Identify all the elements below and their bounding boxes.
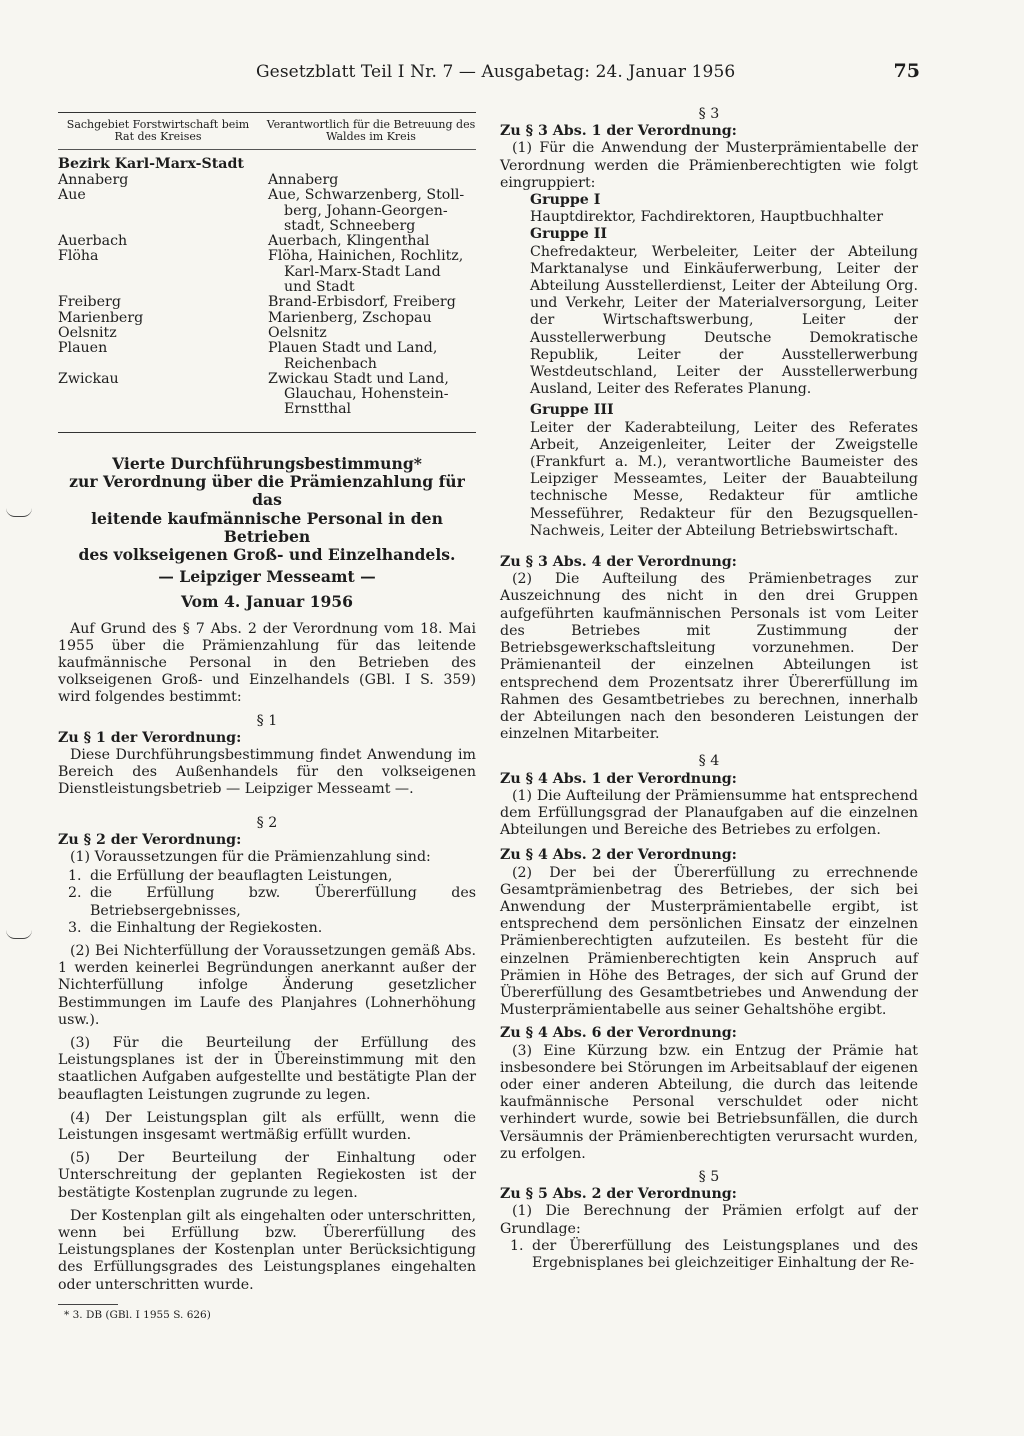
table-cell-district: Plauen: [58, 340, 108, 357]
table-cell-line: Oelsnitz: [268, 324, 327, 341]
list-item: [58, 920, 476, 937]
section-2-para-1: (1) Voraussetzungen für die Prämienzahlung sind:: [70, 848, 431, 865]
table-cell-line: stadt, Schneeberg: [284, 217, 416, 234]
table-cell-responsible: [268, 295, 476, 310]
table-cell-responsible: [268, 173, 476, 188]
table-cell-responsible: [268, 372, 476, 418]
table-cell-line: Karl-Marx-Stadt Land: [284, 263, 441, 280]
list-item-text: die Erfüllung der beauflagten Leistungen,: [90, 868, 393, 885]
intro-paragraph: Auf Grund des § 7 Abs. 2 der Verordnung vom 18. Mai 1955 über die Prämienzahlung für das leitende kaufmännische Personal in den Betrieben des volkseigenen Groß- und Einzelhandels (GBl. I S. 359) wird folgendes bestimmt:: [58, 620, 476, 706]
table-cell-responsible: [268, 326, 476, 341]
table-row: [58, 341, 476, 372]
page-number: 75: [893, 60, 920, 82]
table-cell-district: Annaberg: [58, 172, 129, 188]
list-item-text: der Übererfüllung des Leistungsplanes und des Ergebnisplanes bei gleichzeitiger Einhaltung der Re-: [532, 1237, 918, 1271]
footnote-rule: [58, 1304, 118, 1305]
table-row: [58, 295, 476, 310]
footnote: * 3. DB (GBl. I 1955 S. 626): [64, 1308, 211, 1321]
group-2-text: Chefredakteur, Werbeleiter, Leiter der Abteilung Marktanalyse und Einkäuferwerbung, Leiter der Abteilung Ausstellerdienst, Leiter der Abteilung Org. und Verkehr, Leiter der Materialversorgung, Leiter der Wirtschaftswerbung, Leiter der Ausstellerwerbung Deutsche Demokratische Republik, Leiter der Ausstellerwerbung Westdeutschland, Leiter der Ausstellerwerbung Ausland, Leiter des Referates Planung.: [530, 243, 918, 398]
table-cell-district: Aue: [58, 187, 86, 204]
list-item-number: 2.: [68, 885, 82, 902]
section-2-heading: Zu § 2 der Verordnung:: [58, 831, 242, 848]
margin-mark: [6, 508, 32, 517]
table-cell-district: Marienberg: [58, 309, 144, 326]
district-heading: Bezirk Karl-Marx-Stadt: [58, 156, 244, 172]
table-cell-district: Flöha: [58, 248, 99, 265]
section-4-para-1: (1) Die Aufteilung der Prämiensumme hat entsprechend dem Erfüllungsgrad der Planaufgaben auf die einzelnen Abteilungen und Bereiche des Betriebes zu erfolgen.: [500, 787, 918, 839]
list-item-number: 1.: [510, 1237, 524, 1254]
doc-title-line: zur Verordnung über die Prämienzahlung für das: [69, 472, 465, 510]
list-item: [58, 868, 476, 885]
table-cell-district: Oelsnitz: [58, 324, 117, 341]
table-row: [58, 372, 476, 418]
table-header: [58, 119, 476, 143]
table-cell-responsible: [268, 249, 476, 295]
table-cell-line: Plauen Stadt und Land,: [268, 340, 438, 357]
table-cell-responsible: [268, 188, 476, 234]
table-cell-line: Flöha, Hainichen, Rochlitz,: [268, 248, 464, 265]
table-top-rule: [58, 112, 476, 113]
doc-title-line: des volkseigenen Groß- und Einzelhandels.: [78, 545, 456, 565]
list-item: [58, 885, 476, 919]
section-3-para-2: (2) Die Aufteilung des Prämienbetrages zur Auszeichnung des nicht in den drei Gruppen aufgeführten kaufmännischen Personals ist vom Leiter des Betriebes mit Zustimmung der Betriebsgewerkschaftsleitung vorzunehmen. Der Prämienanteil der einzelnen Abteilungen ist entsprechend dem Prozentsatz ihrer Übererfüllung im Rahmen des Gesamtbetriebes zu berechnen, innerhalb der Abteilungen nach den besonderen Leistungen der einzelnen Mitarbeiter.: [500, 571, 918, 743]
table-row: [58, 234, 476, 249]
table-cell-district: Freiberg: [58, 294, 121, 311]
table-col1-header: Sachgebiet Forstwirtschaft beim Rat des Kreises: [66, 118, 250, 143]
section-2-list: [58, 868, 476, 937]
section-5-mark: § 5: [698, 1168, 720, 1185]
table-cell-line: Marienberg, Zschopau: [268, 309, 432, 326]
table-col2-header: Verantwortlich für die Betreuung des Waldes im Kreis: [266, 118, 476, 143]
table-cell-line: und Stadt: [284, 279, 355, 296]
group-3-text: Leiter der Kaderabteilung, Leiter des Referates Arbeit, Anzeigenleiter, Leiter der Zweigstelle (Frankfurt a. M.), verantwortliche Baumeister des Leipziger Messeamtes, Leiter der Bauabteilung technische Messe, Redakteur für amtliche Messeführer, Redakteur für den Bezugsquellen-Nachweis, Leiter der Abteilung Betriebswirtschaft.: [530, 419, 918, 539]
table-cell-line: Zwickau Stadt und Land,: [268, 370, 449, 387]
list-item-number: 1.: [68, 868, 82, 885]
section-5-heading: Zu § 5 Abs. 2 der Verordnung:: [500, 1186, 737, 1203]
header-title: Gesetzblatt Teil I Nr. 7 — Ausgabetag: 24. Januar 1956: [256, 62, 736, 82]
table-row: [58, 173, 476, 188]
table-row: [58, 326, 476, 341]
table-cell-line: Auerbach, Klingenthal: [268, 233, 430, 250]
section-3-heading-4: Zu § 3 Abs. 4 der Verordnung:: [500, 554, 737, 571]
section-5-list: [500, 1238, 918, 1272]
group-1-heading: Gruppe I: [530, 192, 601, 209]
table-cell-responsible: [268, 234, 476, 249]
right-column: [500, 106, 918, 1272]
section-4-para-2: (2) Der bei der Übererfüllung zu errechnende Gesamtprämienbetrag des Betriebes, der sich bei Anwendung der Musterprämientabelle ergibt, ist entsprechend dem persönlichen Einsatz der einzelnen Prämienberechtigten aufzuteilen. Es besteht für die einzelnen Prämienberechtigten kein Anspruch auf Prämien in Höhe des Betrages, der sich auf Grund der Übererfüllung des Gesamtbetriebes und Anwendung der Musterprämientabelle aus seiner Gehaltshöhe ergibt.: [500, 864, 918, 1019]
table-cell-line: berg, Johann-Georgen-: [284, 202, 448, 219]
section-5-para-1: (1) Die Berechnung der Prämien erfolgt auf der Grundlage:: [500, 1203, 918, 1237]
doc-title: [58, 455, 476, 565]
group-3-heading: Gruppe III: [530, 402, 614, 419]
table-cell-line: Reichenbach: [284, 355, 377, 372]
section-4-mark: § 4: [698, 753, 720, 770]
table-row: [58, 249, 476, 295]
table-cell-line: Glauchau, Hohenstein-: [284, 386, 449, 403]
table-cell-responsible: [268, 341, 476, 372]
list-item-number: 3.: [68, 919, 82, 936]
table-cell-line: Aue, Schwarzenberg, Stoll-: [268, 187, 465, 204]
table-row: [58, 188, 476, 234]
list-item: [500, 1238, 918, 1272]
section-1-text: Diese Durchführungsbestimmung findet Anwendung im Bereich des Außenhandels für den volkseigenen Dienstleistungsbetrieb — Leipziger Messeamt —.: [58, 746, 476, 798]
section-2-mark: § 2: [256, 814, 278, 831]
table-body: [58, 173, 476, 418]
section-4-para-3: (3) Eine Kürzung bzw. ein Entzug der Prämie hat insbesondere bei Störungen im Arbeitsablauf der eigenen oder einer anderen Abteilung, die durch das leitende kaufmännische Personal verschuldet oder nicht verhindert wurde, sowie bei Betriebsunfällen, die durch Versäumnis der Prämienberechtigten verursacht wurden, zu erfolgen.: [500, 1042, 918, 1162]
margin-mark: [6, 930, 32, 939]
doc-title-line: leitende kaufmännische Personal in den Betrieben: [91, 508, 443, 546]
section-4-heading-2: Zu § 4 Abs. 2 der Verordnung:: [500, 847, 737, 864]
section-2-para-5: (5) Der Beurteilung der Einhaltung oder Unterschreitung der geplanten Regiekosten ist der bestätigte Kostenplan zugrunde zu legen.: [58, 1150, 476, 1201]
section-1-heading: Zu § 1 der Verordnung:: [58, 729, 242, 746]
group-2-heading: Gruppe II: [530, 226, 607, 243]
section-2-para-4: (4) Der Leistungsplan gilt als erfüllt, wenn die Leistungen insgesamt wertmäßig erfüllt wurden.: [58, 1109, 476, 1144]
section-3-heading-1: Zu § 3 Abs. 1 der Verordnung:: [500, 123, 737, 140]
table-cell-line: Brand-Erbisdorf, Freiberg: [268, 294, 456, 311]
table-bottom-rule: [58, 432, 476, 433]
section-2-para-2: (2) Bei Nichterfüllung der Voraussetzungen gemäß Abs. 1 werden keinerlei Begründungen anerkannt außer der Nichterfüllung infolge Änderung gesetzlicher Bestimmungen im Laufe des Planjahres (Lohnerhöhung usw.).: [58, 942, 476, 1028]
group-1-text: Hauptdirektor, Fachdirektoren, Hauptbuchhalter: [530, 209, 884, 226]
section-3-para-1: (1) Für die Anwendung der Musterprämientabelle der Verordnung werden die Prämienberechtigten wie folgt eingruppiert:: [500, 140, 918, 191]
table-row: [58, 311, 476, 326]
list-item-text: die Erfüllung bzw. Übererfüllung des Betriebsergebnisses,: [90, 885, 476, 919]
doc-date: Vom 4. Januar 1956: [180, 591, 353, 611]
table-cell-line: Annaberg: [268, 172, 339, 188]
section-1-mark: § 1: [256, 712, 278, 729]
table-cell-responsible: [268, 311, 476, 326]
table-header-rule: [58, 149, 476, 150]
section-2-para-3: (3) Für die Beurteilung der Erfüllung des Leistungsplanes ist der in Übereinstimmung mit den staatlichen Aufgaben aufgestellte und bestätigte Plan der beauflagten Leistungen zugrunde zu legen.: [58, 1035, 476, 1103]
table-cell-line: Ernstthal: [284, 401, 352, 418]
section-3-mark: § 3: [698, 106, 720, 122]
left-column: [58, 112, 476, 1321]
table-cell-district: Auerbach: [58, 233, 128, 250]
doc-subtitle: — Leipziger Messeamt —: [158, 566, 376, 586]
doc-title-line: Vierte Durchführungsbestimmung*: [112, 453, 422, 473]
section-4-heading-1: Zu § 4 Abs. 1 der Verordnung:: [500, 770, 737, 787]
list-item-text: die Einhaltung der Regiekosten.: [90, 919, 323, 936]
section-4-heading-6: Zu § 4 Abs. 6 der Verordnung:: [500, 1025, 737, 1042]
section-2-para-6: Der Kostenplan gilt als eingehalten oder unterschritten, wenn bei Erfüllung bzw. Übererfüllung des Leistungsplanes der Kostenplan unter Berücksichtigung des Erfüllungsgrades des Leistungsplanes eingehalten oder unterschritten wurde.: [58, 1207, 476, 1293]
running-header: [60, 60, 920, 82]
table-cell-district: Zwickau: [58, 370, 119, 387]
